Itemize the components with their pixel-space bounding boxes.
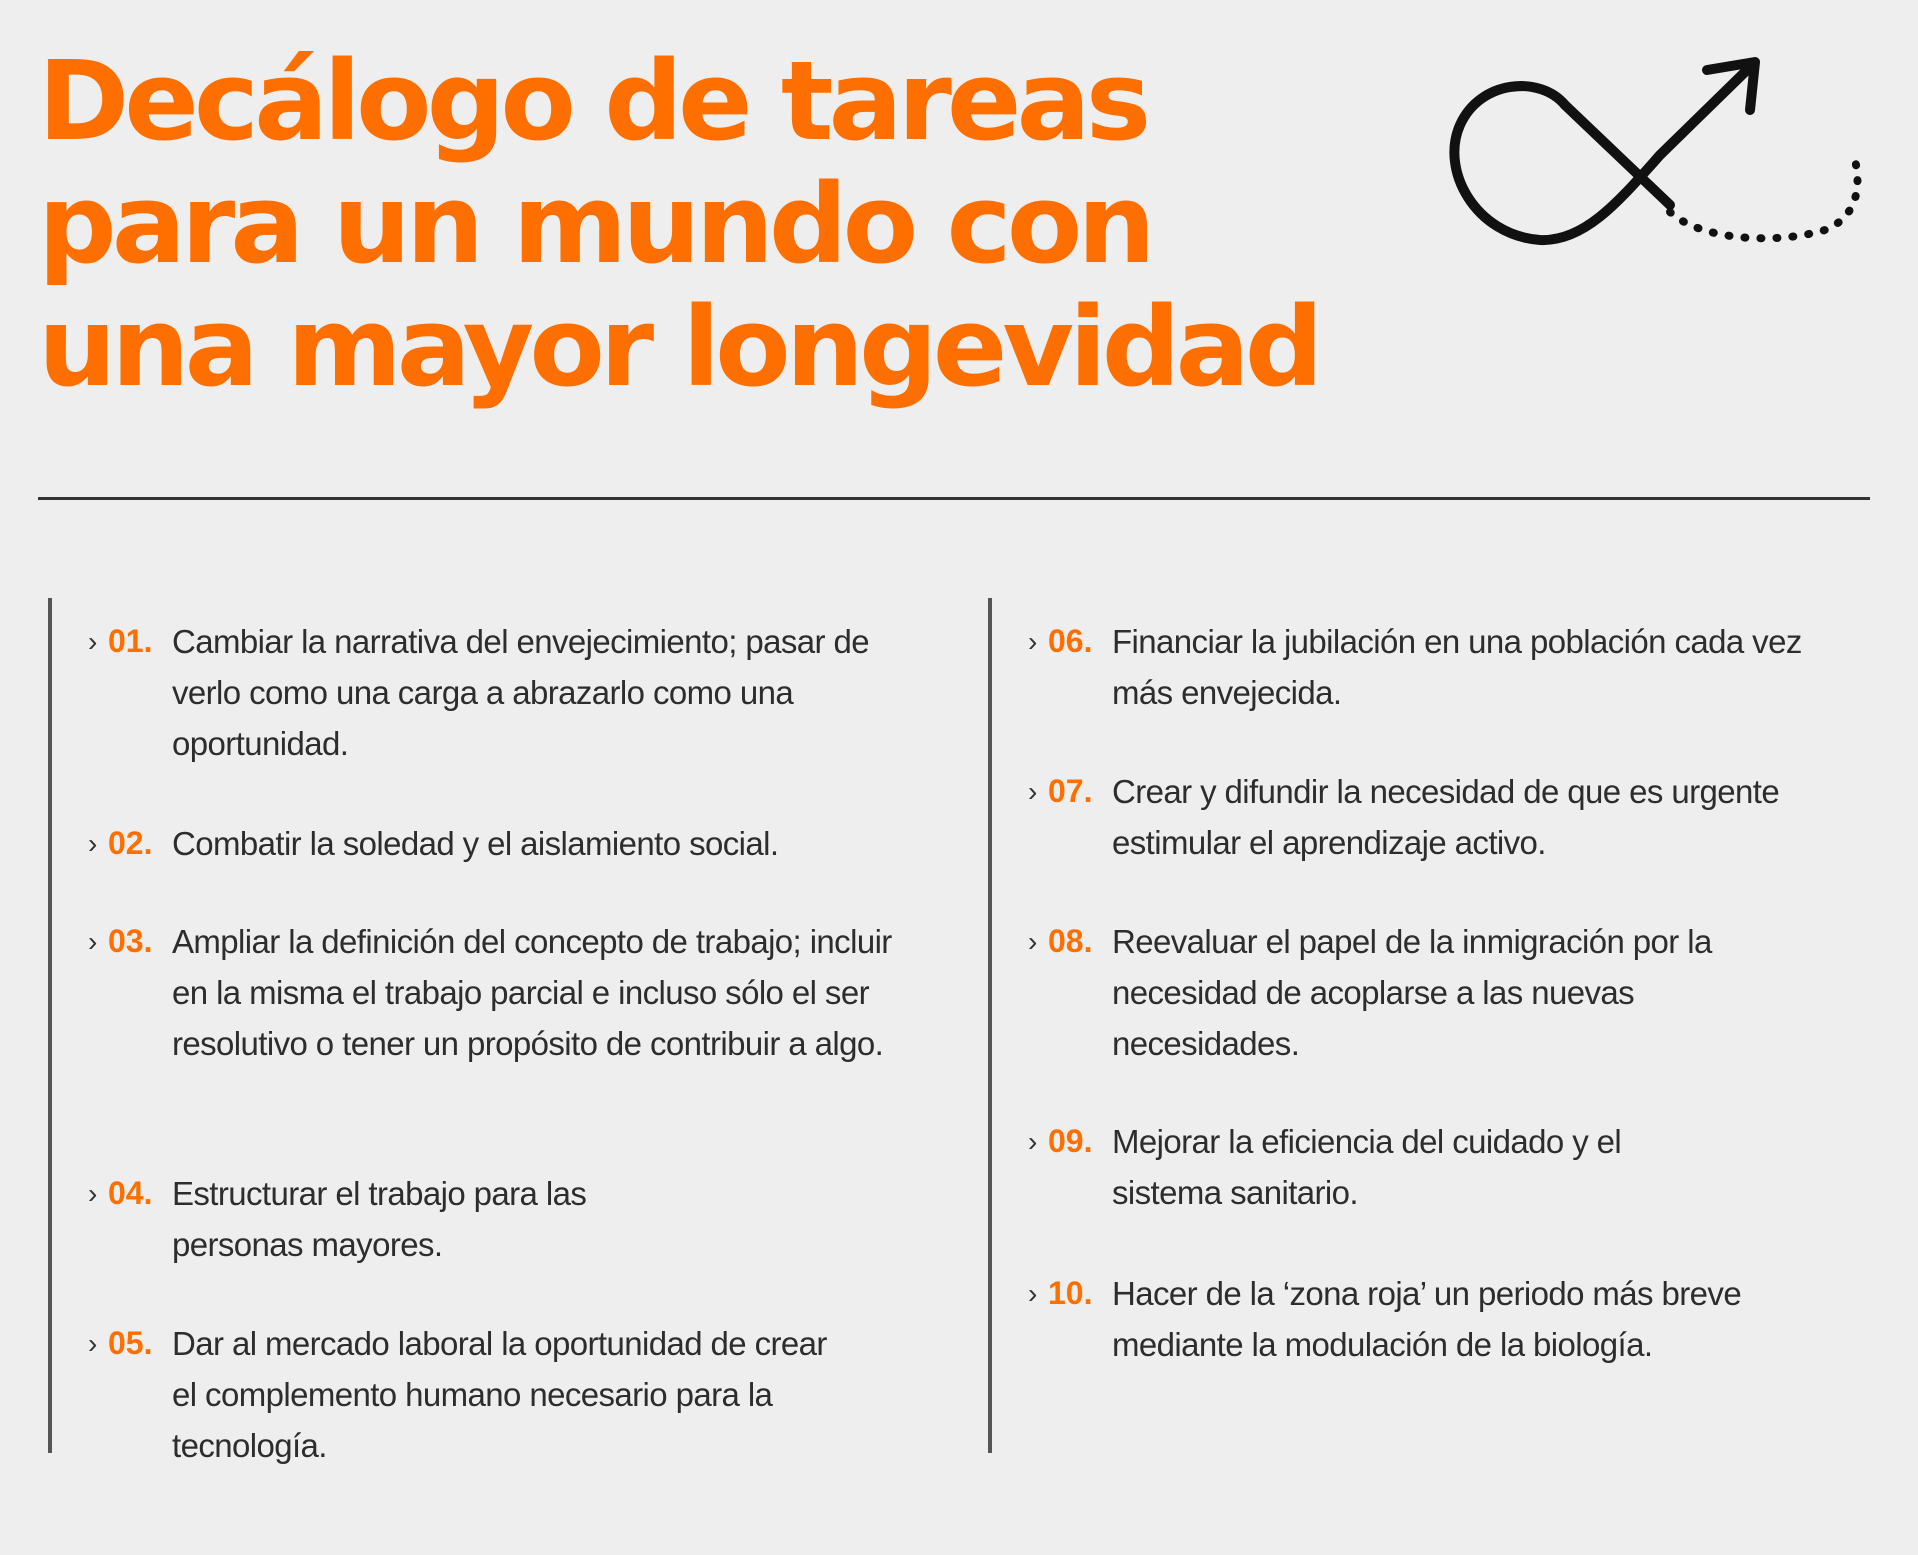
task-item-06 xyxy=(992,616,1872,718)
task-number: 08. xyxy=(1048,923,1093,959)
task-text: Dar al mercado laboral la oportunidad de crear el complemento humano necesario para la tecnología. xyxy=(172,1325,827,1464)
task-number: 04. xyxy=(108,1175,153,1211)
chevron-right-icon: › xyxy=(1028,1126,1038,1157)
task-text: Estructurar el trabajo para las personas mayores. xyxy=(172,1175,587,1263)
task-number: 10. xyxy=(1048,1275,1093,1311)
task-number: 03. xyxy=(108,923,153,959)
task-item-07 xyxy=(992,766,1872,868)
page-title xyxy=(38,37,1438,411)
chevron-right-icon: › xyxy=(88,1178,98,1209)
task-text: Hacer de la ‘zona roja’ un periodo más breve mediante la modulación de la biología. xyxy=(1112,1275,1742,1363)
chevron-right-icon: › xyxy=(1028,926,1038,957)
task-item-08 xyxy=(992,916,1872,1069)
task-text: Reevaluar el papel de la inmigración por la necesidad de acoplarse a las nuevas necesidades. xyxy=(1112,923,1712,1062)
task-item-10 xyxy=(992,1268,1872,1370)
task-text: Cambiar la narrativa del envejecimiento; pasar de verlo como una carga a abrazarlo como una oportunidad. xyxy=(172,623,869,762)
task-item-05 xyxy=(52,1318,932,1471)
title-line-3: una mayor longevidad xyxy=(38,283,1319,411)
chevron-right-icon: › xyxy=(1028,626,1038,657)
task-number: 01. xyxy=(108,623,153,659)
task-text: Financiar la jubilación en una población cada vez más envejecida. xyxy=(1112,623,1802,711)
task-number: 07. xyxy=(1048,773,1093,809)
tasks-column-left xyxy=(48,598,932,1464)
task-item-02 xyxy=(52,818,932,869)
divider xyxy=(38,497,1870,500)
task-item-01 xyxy=(52,616,932,769)
chevron-right-icon: › xyxy=(1028,1278,1038,1309)
title-line-2: para un mundo con xyxy=(38,160,1151,288)
infinity-arrow-icon xyxy=(1445,50,1875,270)
title-line-1: Decálogo de tareas xyxy=(38,37,1147,165)
task-item-03 xyxy=(52,916,932,1069)
task-text: Crear y difundir la necesidad de que es urgente estimular el aprendizaje activo. xyxy=(1112,773,1780,861)
task-number: 02. xyxy=(108,825,153,861)
task-text: Mejorar la eficiencia del cuidado y el sistema sanitario. xyxy=(1112,1123,1622,1211)
chevron-right-icon: › xyxy=(88,626,98,657)
task-item-04 xyxy=(52,1168,932,1270)
task-number: 05. xyxy=(108,1325,153,1361)
chevron-right-icon: › xyxy=(1028,776,1038,807)
task-text: Combatir la soledad y el aislamiento social. xyxy=(172,825,779,862)
tasks-column-right xyxy=(988,598,1872,1453)
task-item-09 xyxy=(992,1116,1872,1218)
task-text: Ampliar la definición del concepto de trabajo; incluir en la misma el trabajo parcial e incluso sólo el ser resolutivo o tener un propósito de contribuir a algo. xyxy=(172,923,892,1062)
chevron-right-icon: › xyxy=(88,926,98,957)
chevron-right-icon: › xyxy=(88,828,98,859)
task-number: 09. xyxy=(1048,1123,1093,1159)
task-number: 06. xyxy=(1048,623,1093,659)
chevron-right-icon: › xyxy=(88,1328,98,1359)
